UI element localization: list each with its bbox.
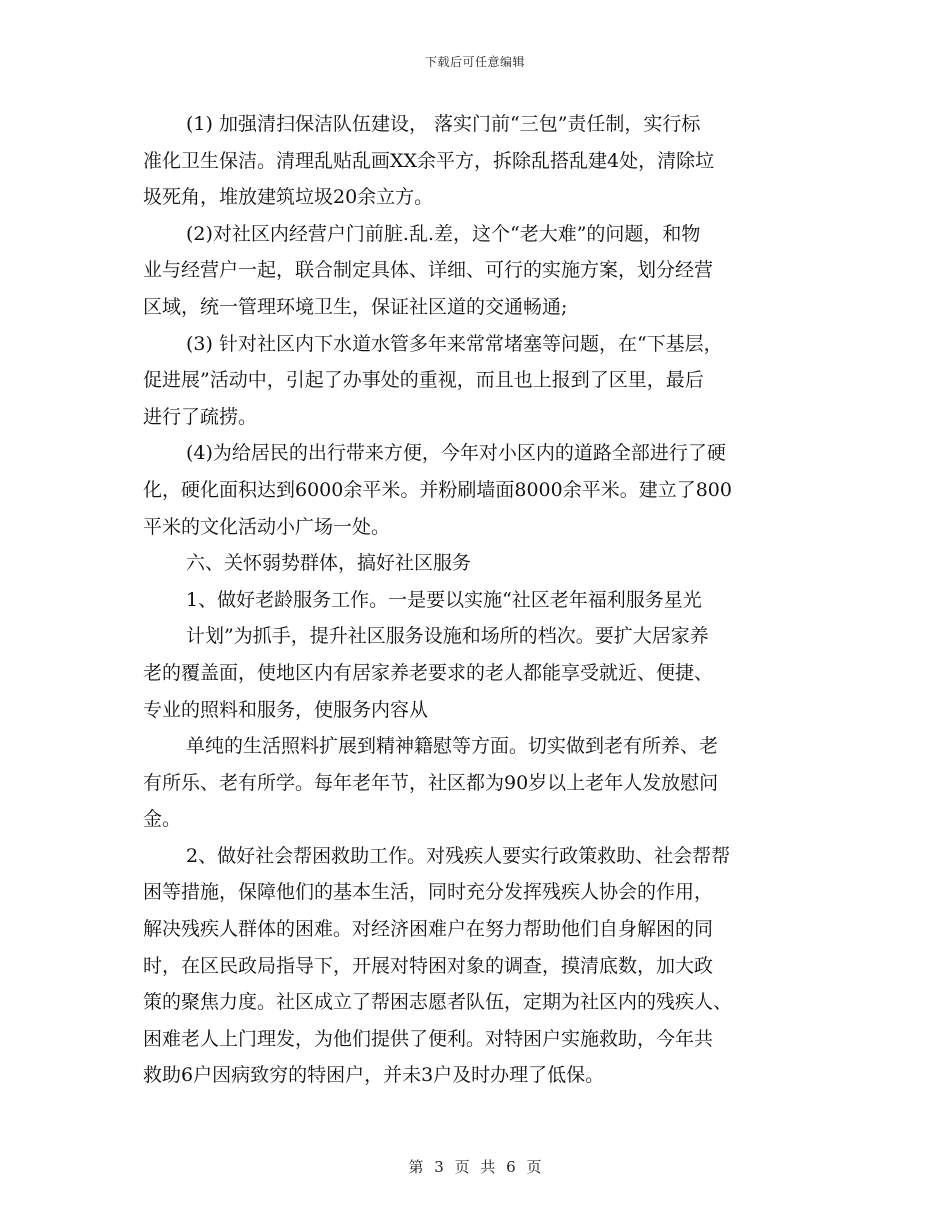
text-line: 专业的照料和服务，使服务内容从 [143, 698, 429, 721]
text-line: 困等措施，保障他们的基本生活，同时充分发挥残疾人协会的作用， [143, 881, 714, 904]
text-line: 化，硬化面积达到6000余平米。并粉刷墙面8000余平米。建立了800 [143, 478, 732, 501]
page-footer: 第 3 页 共 6 页 [408, 1158, 542, 1176]
text-line: 六、关怀弱势群体，搞好社区服务 [186, 552, 472, 575]
text-line: 有所乐、老有所学。每年老年节，社区都为90岁以上老年人发放慰问 [143, 771, 719, 794]
text-line: 时，在区民政局指导下，开展对特困对象的调查，摸清底数，加大政 [143, 954, 714, 977]
text-line: 准化卫生保洁。清理乱贴乱画XX余平方，拆除乱搭乱建4处，清除垃 [143, 149, 715, 172]
text-line: (1) 加强清扫保洁队伍建设， 落实门前“三包”责任制，实行标 [186, 113, 701, 135]
text-line: 金。 [143, 808, 182, 831]
text-line: 救助6户因病致穷的特困户，并未3户及时办理了低保。 [143, 1064, 605, 1087]
text-line: 促进展”活动中，引起了办事处的重视，而且也上报到了区里，最后 [143, 369, 704, 392]
document-body [143, 106, 809, 1094]
text-line: 业与经营户一起，联合制定具体、详细、可行的实施方案，划分经营 [143, 259, 714, 282]
page-header: 下载后可任意编辑 [424, 55, 525, 69]
text-line: (4)为给居民的出行带来方便，今年对小区内的道路全部进行了硬 [186, 442, 726, 465]
text-line: 1、做好老龄服务工作。一是要以实施“社区老年福利服务星光 [186, 588, 702, 611]
text-line: 2、做好社会帮困救助工作。对残疾人要实行政策救助、社会帮帮 [186, 844, 731, 867]
text-line: (2)对社区内经营户门前脏.乱.差，这个“老大难”的问题，和物 [186, 222, 701, 245]
text-line: 圾死角，堆放建筑垃圾20余立方。 [143, 186, 434, 209]
text-line: 计划”为抓手，提升社区服务设施和场所的档次。要扩大居家养 [186, 625, 709, 648]
text-line: 区域，统一管理环境卫生，保证社区道的交通畅通; [143, 295, 568, 318]
text-line: 策的聚焦力度。社区成立了帮困志愿者队伍，定期为社区内的残疾人、 [143, 991, 733, 1014]
text-line: (3) 针对社区内下水道水管多年来常常堵塞等问题，在“下基层， [186, 332, 723, 355]
text-line: 困难老人上门理发，为他们提供了便利。对特困户实施救助，今年共 [143, 1027, 714, 1050]
text-line: 老的覆盖面，使地区内有居家养老要求的老人都能享受就近、便捷、 [143, 661, 714, 684]
text-line: 解决残疾人群体的困难。对经济困难户在努力帮助他们自身解困的同 [143, 918, 714, 941]
text-line: 进行了疏捞。 [143, 405, 258, 428]
text-line: 单纯的生活照料扩展到精神籍慰等方面。切实做到老有所养、老 [186, 735, 719, 758]
text-line: 平米的文化活动小广场一处。 [143, 515, 391, 538]
